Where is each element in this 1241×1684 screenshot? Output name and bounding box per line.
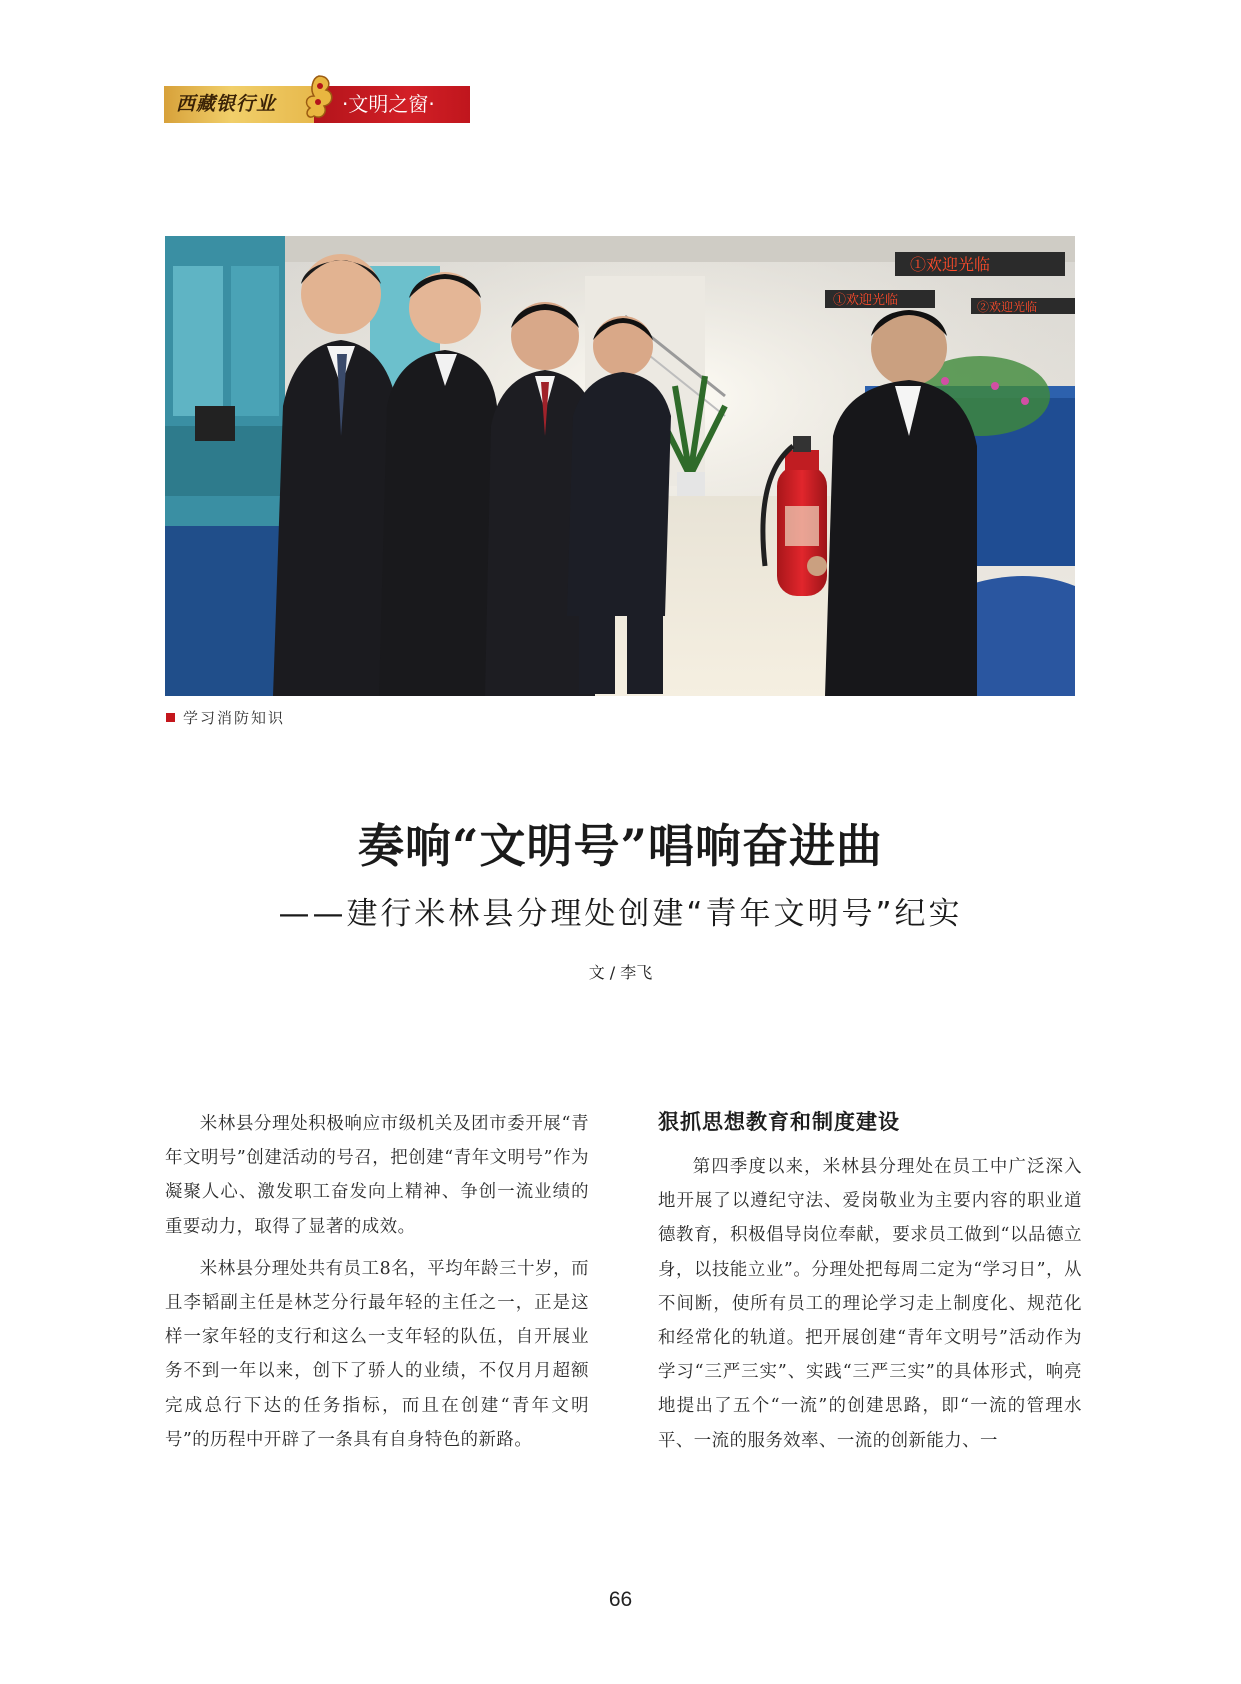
article-subtitle: ——建行米林县分理处创建“青年文明号”纪实 — [278, 896, 963, 932]
caption-text: 学习消防知识 — [183, 709, 286, 727]
led-sign: ①欢迎光临 — [833, 293, 899, 308]
paragraph: 米林县分理处共有员工8名，平均年龄三十岁，而且李韬副主任是林芝分行最年轻的主任之一，正是这样一家年轻的支行和这么一支年轻的队伍，自开展业务不到一年以来，创下了骄人的业绩，不仅月月超额完成总行下达的任务指标，而且在创建“青年文明号”的历程中开辟了一条具有自身特色的新路。 — [165, 1258, 589, 1450]
right-column — [658, 1106, 1082, 1466]
auspicious-cloud-icon — [304, 72, 334, 122]
led-sign: ①欢迎光临 — [910, 255, 991, 274]
page-number: 66 — [608, 1588, 633, 1611]
led-sign: ②欢迎光临 — [977, 300, 1038, 314]
article-photo — [165, 236, 1075, 696]
section-name: ·文明之窗· — [342, 92, 435, 116]
photo-caption — [166, 707, 285, 729]
section-heading: 狠抓思想教育和制度建设 — [658, 1110, 900, 1134]
section-banner — [164, 86, 470, 123]
paragraph: 第四季度以来，米林县分理处在员工中广泛深入地开展了以遵纪守法、爱岗敬业为主要内容的职业道德教育，积极倡导岗位奉献，要求员工做到“以品德立身，以技能立业”。分理处把每周二定为“学习日”，从不间断，使所有员工的理论学习走上制度化、规范化和经常化的轨道。把开展创建“青年文明号”活动作为学习“三严三实”、实践“三严三实”的具体形式，响亮地提出了五个“一流”的创建思路，即“一流的管理水平、一流的服务效率、一流的创新能力、一 — [658, 1157, 1082, 1451]
paragraph: 米林县分理处积极响应市级机关及团市委开展“青年文明号”创建活动的号召，把创建“青年文明号”作为凝聚人心、激发职工奋发向上精神、争创一流业绩的重要动力，取得了显著的成效。 — [165, 1114, 589, 1237]
magazine-brand: 西藏银行业 — [176, 93, 277, 115]
fire-safety-photo — [165, 236, 1075, 696]
article-byline: 文 / 李飞 — [588, 963, 653, 982]
left-column — [165, 1107, 589, 1465]
caption-bullet-icon — [166, 713, 175, 722]
article-title: 奏响“文明号”唱响奋进曲 — [358, 819, 883, 873]
